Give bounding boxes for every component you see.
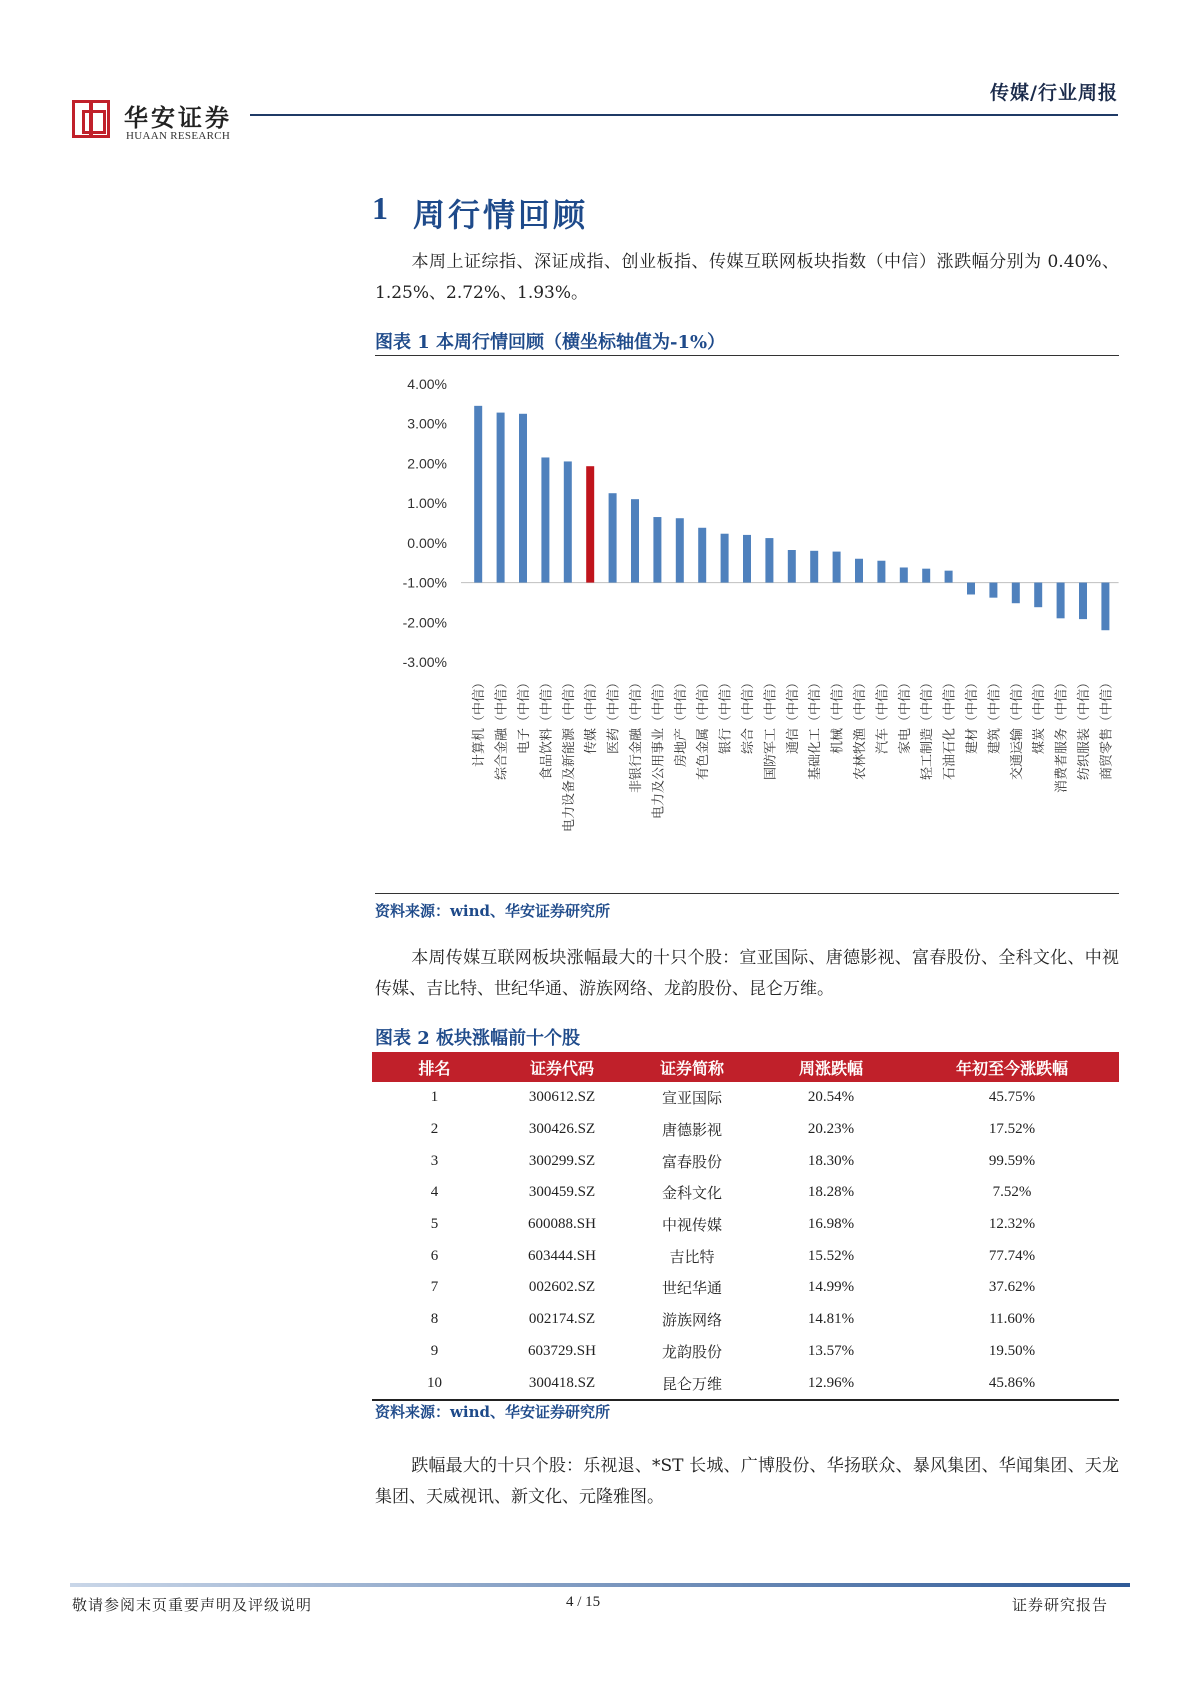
- footer-divider: [70, 1583, 1130, 1587]
- cell-name: 游族网络: [661, 1311, 722, 1330]
- cell-name: 龙韵股份: [661, 1342, 722, 1361]
- header-rank: 排名: [372, 1052, 497, 1082]
- cell-rank: 9: [430, 1342, 439, 1359]
- table-row: [372, 1114, 1119, 1146]
- bar-24: [1012, 583, 1020, 604]
- cell-ytd-change: 11.60%: [989, 1311, 1035, 1328]
- header-weekly-change: 周涨跌幅: [757, 1052, 905, 1082]
- bar-9: [676, 518, 684, 582]
- y-tick-label: -2.00%: [402, 614, 447, 631]
- company-name-cn: 华安证券: [124, 103, 232, 132]
- cell-code: 300299.SZ: [528, 1152, 596, 1169]
- cell-rank: 7: [430, 1279, 439, 1296]
- page-number: 4 / 15: [566, 1594, 601, 1610]
- cell-code: 603444.SH: [528, 1247, 596, 1264]
- bar-22: [967, 583, 975, 595]
- bar-6: [609, 493, 617, 582]
- cell-code: 603729.SH: [528, 1342, 596, 1359]
- cell-name: 世纪华通: [661, 1279, 722, 1298]
- category-label: 电力设备及新能源（中信）: [561, 676, 577, 833]
- cell-rank: 4: [430, 1184, 439, 1201]
- table-row: [372, 1177, 1119, 1209]
- cell-rank: 5: [430, 1216, 439, 1233]
- category-label: 银行（中信）: [718, 676, 734, 755]
- y-tick-label: -1.00%: [402, 574, 447, 591]
- category-label: 食品饮料（中信）: [539, 676, 555, 781]
- category-label: 国防军工（中信）: [763, 676, 779, 781]
- cell-weekly-change: 15.52%: [807, 1247, 855, 1264]
- cell-name: 吉比特: [669, 1247, 715, 1266]
- cell-code: 600088.SH: [528, 1216, 596, 1233]
- y-tick-label: 4.00%: [407, 376, 447, 392]
- cell-code: 300459.SZ: [528, 1184, 596, 1201]
- cell-rank: 2: [430, 1121, 439, 1138]
- bar-2: [519, 414, 527, 583]
- cell-ytd-change: 7.52%: [992, 1184, 1032, 1201]
- category-label: 农林牧渔（中信）: [853, 676, 868, 781]
- category-label: 传媒（中信）: [584, 676, 600, 755]
- cell-rank: 3: [430, 1152, 439, 1169]
- category-label: 煤炭（中信）: [1032, 676, 1048, 755]
- cell-rank: 10: [372, 1367, 497, 1400]
- cell-code: 002174.SZ: [528, 1311, 596, 1328]
- bar-16: [833, 552, 841, 583]
- bar-12: [743, 535, 751, 583]
- bar-21: [945, 571, 953, 583]
- bar-15: [810, 551, 818, 583]
- cell-name: 昆仑万维: [627, 1367, 757, 1400]
- paragraph-index-summary: 本周上证综指、深证成指、创业板指、传媒互联网板块指数（中信）涨跌幅分别为 0.40%、1.25%、2.72%、1.93%。: [375, 252, 1119, 303]
- cell-weekly-change: 14.81%: [807, 1311, 855, 1328]
- category-label: 石油石化（中信）: [942, 676, 958, 781]
- cell-name: 金科文化: [661, 1184, 722, 1203]
- bar-14: [788, 550, 796, 583]
- cell-ytd-change: 77.74%: [988, 1247, 1036, 1264]
- company-logo-icon: [72, 100, 110, 138]
- category-label: 通信（中信）: [785, 676, 801, 755]
- footer-report-type: 证券研究报告: [1011, 1596, 1108, 1614]
- table-row: [372, 1336, 1119, 1368]
- table-row: [372, 1082, 1119, 1114]
- category-label: 综合金融（中信）: [494, 676, 510, 781]
- cell-code: 300426.SZ: [528, 1121, 596, 1138]
- category-label: 消费者服务（中信）: [1054, 676, 1070, 794]
- category-label: 电子（中信）: [517, 676, 532, 755]
- category-label: 综合（中信）: [741, 676, 756, 755]
- bar-27: [1079, 583, 1087, 620]
- table-row: [372, 1209, 1119, 1241]
- bar-13: [765, 538, 773, 582]
- cell-name: 唐德影视: [661, 1121, 722, 1140]
- bar-23: [989, 583, 997, 598]
- bar-7: [631, 499, 639, 582]
- header-code: 证券代码: [497, 1052, 627, 1082]
- sector-performance-chart: [375, 362, 1119, 887]
- cell-weekly-change: 20.54%: [807, 1089, 855, 1106]
- figure1-bottom-rule: [375, 893, 1119, 894]
- bar-11: [721, 534, 729, 583]
- y-tick-label: 3.00%: [407, 415, 447, 432]
- category-label: 家电（中信）: [897, 676, 913, 755]
- category-label: 机械（中信）: [830, 676, 846, 755]
- bar-3: [541, 457, 549, 582]
- category-label: 建材（中信）: [965, 676, 980, 755]
- cell-rank: 8: [430, 1311, 439, 1328]
- cell-name: 富春股份: [661, 1152, 722, 1171]
- top-gainers-table: [372, 1052, 1119, 1401]
- figure2-source: 资料来源：wind、华安证券研究所: [375, 1403, 611, 1421]
- table-row: [372, 1145, 1119, 1177]
- paragraph-top-gainers: 本周传媒互联网板块涨幅最大的十只个股：宣亚国际、唐德影视、富春股份、全科文化、中视传媒、吉比特、世纪华通、游族网络、龙韵股份、昆仑万维。: [375, 948, 1119, 999]
- cell-ytd-change: 37.62%: [988, 1279, 1036, 1296]
- category-label: 非银行金融（中信）: [629, 676, 644, 794]
- bar-4: [564, 461, 572, 582]
- bar-28: [1101, 583, 1109, 631]
- bar-18: [877, 561, 885, 583]
- bar-25: [1034, 583, 1042, 608]
- cell-ytd-change: 45.86%: [905, 1367, 1119, 1400]
- category-label: 交通运输（中信）: [1009, 676, 1025, 781]
- table-row: [372, 1240, 1119, 1272]
- cell-ytd-change: 99.59%: [988, 1152, 1036, 1169]
- category-label: 有色金属（中信）: [696, 676, 712, 781]
- bar-17: [855, 559, 863, 583]
- cell-ytd-change: 45.75%: [988, 1089, 1036, 1106]
- bar-0: [474, 406, 482, 583]
- cell-code: 300418.SZ: [497, 1367, 627, 1400]
- category-label: 电力及公用事业（中信）: [651, 676, 667, 820]
- cell-rank: 6: [430, 1247, 439, 1264]
- header-divider: [250, 114, 1118, 116]
- cell-ytd-change: 19.50%: [988, 1342, 1036, 1359]
- figure1-top-rule: [375, 355, 1119, 356]
- figure1-source: 资料来源：wind、华安证券研究所: [375, 902, 611, 920]
- cell-code: 002602.SZ: [528, 1279, 596, 1296]
- cell-weekly-change: 18.30%: [807, 1152, 855, 1169]
- table-header-row: [372, 1052, 1119, 1082]
- y-tick-label: 2.00%: [407, 455, 447, 472]
- cell-ytd-change: 12.32%: [988, 1216, 1036, 1233]
- cell-weekly-change: 13.57%: [807, 1342, 855, 1359]
- figure2-title: 图表 2 板块涨幅前十个股: [375, 1028, 581, 1049]
- bar-10: [698, 528, 706, 583]
- cell-ytd-change: 17.52%: [988, 1121, 1036, 1138]
- y-tick-label: -3.00%: [402, 654, 447, 670]
- figure1-title: 图表 1 本周行情回顾（横坐标轴值为-1%）: [375, 332, 726, 353]
- table-row: [372, 1304, 1119, 1336]
- cell-rank: 1: [430, 1089, 439, 1106]
- category-label: 商贸零售（中信）: [1099, 676, 1115, 781]
- cell-weekly-change: 12.96%: [757, 1367, 905, 1400]
- cell-name: 宣亚国际: [661, 1089, 722, 1108]
- cell-weekly-change: 14.99%: [807, 1279, 855, 1296]
- table-row: [372, 1367, 1119, 1400]
- y-tick-label: 1.00%: [407, 495, 447, 512]
- table-row: [372, 1272, 1119, 1304]
- category-label: 建筑（中信）: [987, 676, 1003, 755]
- section-number: 1: [372, 190, 388, 226]
- category-label: 房地产（中信）: [673, 676, 689, 768]
- company-name-en: HUAAN RESEARCH: [126, 130, 231, 142]
- category-label: 计算机（中信）: [472, 676, 488, 768]
- section-title: 周行情回顾: [413, 196, 589, 234]
- bar-8: [653, 517, 661, 583]
- category-label: 医药（中信）: [606, 676, 622, 755]
- cell-weekly-change: 18.28%: [807, 1184, 855, 1201]
- category-label: 轻工制造（中信）: [920, 676, 936, 781]
- bar-26: [1057, 583, 1065, 619]
- category-label: 纺织服装（中信）: [1077, 676, 1092, 781]
- bar-5: [586, 466, 594, 582]
- bar-1: [497, 413, 505, 583]
- bar-20: [922, 569, 930, 583]
- cell-weekly-change: 16.98%: [807, 1216, 855, 1233]
- footer-disclaimer: 敬请参阅末页重要声明及评级说明: [72, 1596, 313, 1614]
- cell-code: 300612.SZ: [528, 1089, 596, 1106]
- header-ytd-change: 年初至今涨跌幅: [905, 1052, 1119, 1082]
- report-type-tag: 传媒/行业周报: [990, 82, 1118, 104]
- category-label: 汽车（中信）: [875, 676, 891, 755]
- bar-19: [900, 567, 908, 582]
- header-name: 证券简称: [627, 1052, 757, 1082]
- paragraph-top-losers: 跌幅最大的十只个股：乐视退、*ST 长城、广博股份、华扬联众、暴风集团、华闻集团、天龙集团、天威视讯、新文化、元隆雅图。: [375, 1456, 1119, 1507]
- cell-name: 中视传媒: [661, 1216, 722, 1235]
- category-label: 基础化工（中信）: [808, 676, 824, 781]
- cell-weekly-change: 20.23%: [807, 1121, 855, 1138]
- y-tick-label: 0.00%: [407, 534, 447, 551]
